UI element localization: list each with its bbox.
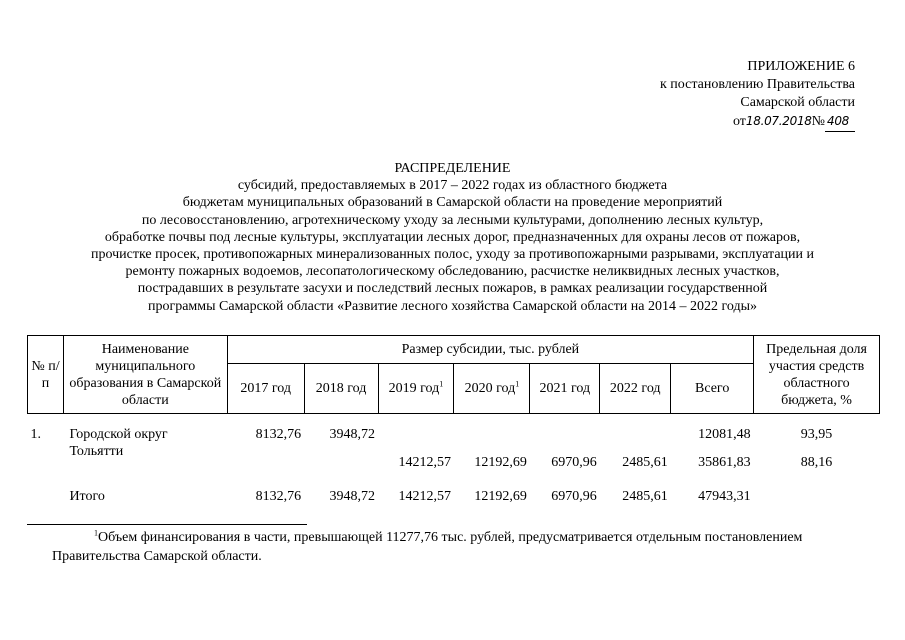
total-cell: 6970,96 xyxy=(551,488,597,504)
year-header: 2019 год$^1$ xyxy=(378,364,454,414)
table-cell: 93,95 xyxy=(800,427,833,442)
document-heading xyxy=(0,160,905,315)
total-cell: 12192,69 xyxy=(474,488,527,504)
table-cell xyxy=(378,414,454,444)
heading-line: обработке почвы под лесные культуры, эксплуатации лесных дорог, предназначенных для охраны лесов от пожаров, xyxy=(104,229,801,245)
decree-number: 408 xyxy=(826,114,849,128)
footnote xyxy=(52,528,892,566)
table-cell xyxy=(530,414,600,444)
table-cell: 8132,76 xyxy=(255,427,302,442)
col-num-header: № п/п xyxy=(28,336,64,414)
table-cell xyxy=(600,414,671,444)
annex-title: ПРИЛОЖЕНИЕ 6 xyxy=(747,59,855,74)
heading-line: по лесовосстановлению, агротехническому уходу за лесными культурами, дополнению лесных культур, xyxy=(141,212,764,228)
heading-line: субсидий, предоставляемых в 2017 – 2022 годах из областного бюджета xyxy=(237,178,668,194)
table-row xyxy=(28,414,880,444)
row-number: 1. xyxy=(30,427,41,442)
table-cell xyxy=(227,444,304,476)
table-cell: 35861,83 xyxy=(698,454,751,470)
table-cell: 12081,48 xyxy=(698,427,751,442)
total-label: Итого xyxy=(69,488,105,504)
heading-line: бюджетам муниципальных образований в Самарской области на проведение мероприятий xyxy=(182,195,723,211)
col-share-header: Предельная доля участия средств областного бюджета, % xyxy=(754,336,880,414)
total-row xyxy=(28,476,880,516)
total-cell: 14212,57 xyxy=(398,488,451,504)
footnote-text: Объем финансирования в части, превышающей 11277,76 тыс. рублей, предусматривается отдельным постановлением Правительства Самарской области. xyxy=(52,530,803,564)
annex-block xyxy=(660,58,855,132)
total-cell: 8132,76 xyxy=(255,488,302,504)
heading-title: РАСПРЕДЕЛЕНИЕ xyxy=(394,161,511,176)
footnote-ref: 1 xyxy=(439,379,444,389)
year-header: 2021 год xyxy=(530,364,600,414)
total-cell: 3948,72 xyxy=(329,488,376,504)
table-cell: 2485,61 xyxy=(622,454,668,470)
number-label: № xyxy=(811,114,825,129)
table-cell: 12192,69 xyxy=(474,454,527,470)
total-header: Всего xyxy=(671,364,754,414)
table-cell xyxy=(454,414,530,444)
total-cell: 47943,31 xyxy=(698,488,751,504)
year-header: 2022 год xyxy=(600,364,671,414)
annex-line-2: Самарской области xyxy=(740,95,855,110)
year-header: 2020 год$^1$ xyxy=(454,364,530,414)
decree-line xyxy=(660,112,855,132)
footnote-divider xyxy=(27,524,307,525)
heading-line: программы Самарской области «Развитие лесного хозяйства Самарской области на 2014 – 2022 годы» xyxy=(147,298,758,314)
heading-line: ремонту пожарных водоемов, лесопатологическому обследованию, расчистке неликвидных лесных участков, xyxy=(125,264,780,280)
footnote-mark: 1 xyxy=(94,528,98,538)
table-cell: 14212,57 xyxy=(398,454,451,470)
municipality-name: Городской округ Тольятти xyxy=(69,427,168,459)
table-cell: 6970,96 xyxy=(551,454,597,470)
col-name-header: Наименование муниципального образования в Самарской области xyxy=(63,336,227,414)
heading-line: прочистке просек, противопожарных минерализованных полос, уходу за противопожарными разрывами, эксплуатации и xyxy=(90,247,815,263)
year-header: 2017 год xyxy=(227,364,304,414)
table-cell: 3948,72 xyxy=(329,427,376,442)
total-cell: 2485,61 xyxy=(622,488,668,504)
subsidy-table xyxy=(27,335,880,516)
footnote-ref: 1 xyxy=(515,379,520,389)
from-label: от xyxy=(732,114,746,129)
heading-line: пострадавших в результате засухи и последствий лесных пожаров, в рамках реализации государственной xyxy=(137,281,768,297)
decree-date: 18.07.2018 xyxy=(745,114,812,128)
col-group-header: Размер субсидии, тыс. рублей xyxy=(227,336,753,364)
annex-line-1: к постановлению Правительства xyxy=(659,77,855,92)
table-cell: 88,16 xyxy=(800,454,833,470)
year-header: 2018 год xyxy=(304,364,378,414)
table-cell xyxy=(304,444,378,476)
